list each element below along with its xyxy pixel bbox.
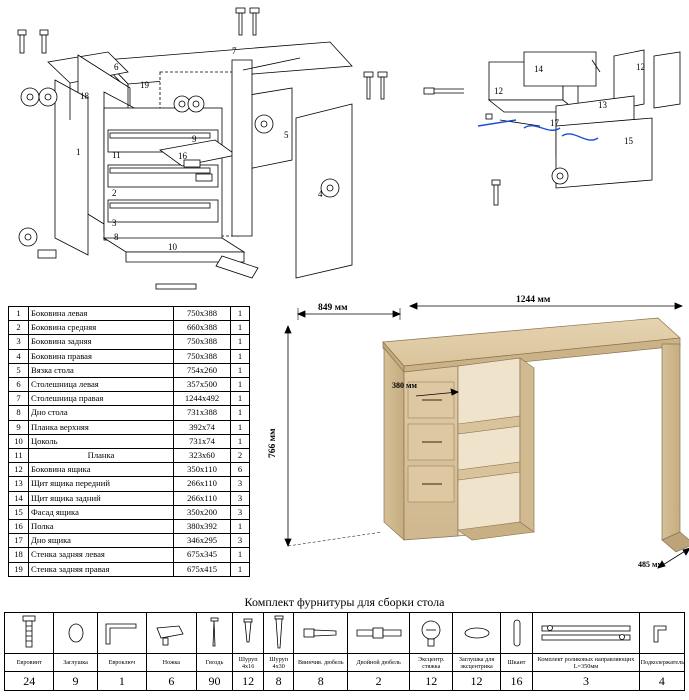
hardware-count: 3 [533,672,639,691]
hardware-name: Ножка [147,654,196,672]
table-row [9,392,250,406]
part-qty: 2 [231,449,250,463]
cap-icon [54,613,97,654]
part-name: Планка верхняя [29,420,174,434]
part-no: 18 [9,548,29,562]
svg-text:6: 6 [114,62,119,72]
part-name: Вязка стола [29,363,174,377]
svg-text:14: 14 [534,64,543,74]
part-no: 8 [9,406,29,420]
part-name: Щит ящика задний [29,491,174,505]
hardware-count: 8 [294,672,348,691]
cam-lock-icon [410,613,453,654]
svg-text:12: 12 [636,62,645,72]
part-no: 7 [9,392,29,406]
dowel-icon [500,613,533,654]
part-no: 1 [9,307,29,321]
part-qty: 1 [231,335,250,349]
hardware-count: 12 [233,672,264,691]
svg-text:13: 13 [598,100,607,110]
hardware-name: Шуруп 4х30 [263,654,294,672]
dim-485: 485 мм [638,560,663,569]
screw-4x30-icon [263,613,294,654]
part-no: 11 [9,449,29,463]
hardware-count: 4 [639,672,684,691]
hardware-name: Заглушка для эксцентрика [453,654,500,672]
svg-text:12: 12 [494,86,503,96]
svg-text:2: 2 [112,188,117,198]
rail-set-icon [533,613,639,654]
leg-icon [147,613,196,654]
dim-849: 849 мм [318,303,348,313]
exploded-assembly-diagram [0,0,689,300]
svg-text:11: 11 [112,150,121,160]
part-size: 731х74 [174,434,231,448]
euro-key-icon [97,613,146,654]
part-name: Дно ящика [29,534,174,548]
table-row [9,449,250,463]
hardware-table [4,612,685,691]
part-no: 4 [9,349,29,363]
table-row [9,534,250,548]
part-size: 350х110 [174,463,231,477]
part-qty: 1 [231,548,250,562]
table-row [9,335,250,349]
part-size: 660х388 [174,321,231,335]
svg-text:19: 19 [140,80,149,90]
svg-text:3: 3 [112,218,117,228]
svg-text:1: 1 [76,147,81,157]
euro-screw-icon [5,613,54,654]
part-qty: 6 [231,463,250,477]
part-qty: 1 [231,520,250,534]
part-name: Боковина средняя [29,321,174,335]
part-qty: 1 [231,562,250,576]
part-qty: 3 [231,534,250,548]
part-size: 754х260 [174,363,231,377]
shelf-holder-icon [639,613,684,654]
dim-380: 380 мм [392,381,417,390]
part-size: 266х110 [174,477,231,491]
part-qty: 1 [231,434,250,448]
part-size: 350х200 [174,505,231,519]
part-name: Боковина задняя [29,335,174,349]
table-row [9,520,250,534]
table-row [9,477,250,491]
part-qty: 1 [231,406,250,420]
part-size: 346х295 [174,534,231,548]
part-name: Столешница левая [29,378,174,392]
svg-text:10: 10 [168,242,177,252]
table-row [9,321,250,335]
part-size: 675х345 [174,548,231,562]
part-name: Боковина правая [29,349,174,363]
part-size: 750х388 [174,335,231,349]
hardware-name: Шкант [500,654,533,672]
part-size: 1244х492 [174,392,231,406]
table-row [9,463,250,477]
part-name: Столешница правая [29,392,174,406]
hardware-count: 2 [348,672,410,691]
part-name: Стенка задняя левая [29,548,174,562]
hardware-count: 6 [147,672,196,691]
hardware-name: Евроключ [97,654,146,672]
double-dowel-icon [348,613,410,654]
table-row [9,505,250,519]
hardware-count: 1 [97,672,146,691]
svg-text:15: 15 [624,136,633,146]
part-no: 15 [9,505,29,519]
part-no: 2 [9,321,29,335]
part-name: Щит ящика передний [29,477,174,491]
table-row [9,548,250,562]
part-no: 14 [9,491,29,505]
table-row [9,349,250,363]
part-qty: 3 [231,491,250,505]
table-row [9,363,250,377]
part-no: 19 [9,562,29,576]
hardware-name: Евровинт [5,654,54,672]
table-row [9,420,250,434]
hardware-count: 9 [54,672,97,691]
screw-4x16-icon [233,613,264,654]
part-size: 731х388 [174,406,231,420]
svg-text:9: 9 [192,134,197,144]
hardware-name: Эксцентр. стяжка [410,654,453,672]
part-no: 16 [9,520,29,534]
hardware-name: Заглушка [54,654,97,672]
assembled-desk-drawing [258,300,689,590]
hardware-count: 12 [453,672,500,691]
part-name: Стенка задняя правая [29,562,174,576]
parts-table [8,306,250,577]
table-row [9,491,250,505]
part-qty: 1 [231,378,250,392]
part-size: 323х60 [174,449,231,463]
hardware-name: Двойной дюбель [348,654,410,672]
svg-text:17: 17 [550,118,559,128]
part-size: 392х74 [174,420,231,434]
part-qty: 1 [231,307,250,321]
part-size: 380х392 [174,520,231,534]
svg-text:5: 5 [284,130,289,140]
part-size: 675х415 [174,562,231,576]
part-size: 750х388 [174,349,231,363]
table-row [9,406,250,420]
part-qty: 1 [231,363,250,377]
screw-in-dowel-icon [294,613,348,654]
svg-text:18: 18 [80,91,89,101]
part-name: Дно стола [29,406,174,420]
dim-766: 766 мм [268,428,278,458]
part-qty: 1 [231,349,250,363]
part-no: 6 [9,378,29,392]
part-name: Полка [29,520,174,534]
dim-1244: 1244 мм [516,295,551,305]
hardware-name: Ввинчив. дюбель [294,654,348,672]
part-qty: 3 [231,477,250,491]
part-qty: 3 [231,505,250,519]
hardware-count: 24 [5,672,54,691]
table-row [9,378,250,392]
hardware-count: 16 [500,672,533,691]
part-no: 12 [9,463,29,477]
hardware-count: 90 [196,672,233,691]
part-name: Фасад ящика [29,505,174,519]
svg-text:8: 8 [114,232,119,242]
hardware-name: Подколержатель [639,654,684,672]
svg-text:4: 4 [318,189,323,199]
hardware-title: Комплект фурнитуры для сборки стола [244,595,445,609]
part-no: 10 [9,434,29,448]
part-size: 357х500 [174,378,231,392]
part-size: 750х388 [174,307,231,321]
table-row [9,307,250,321]
part-size: 266х110 [174,491,231,505]
hardware-count: 12 [410,672,453,691]
part-name: Боковина левая [29,307,174,321]
part-qty: 1 [231,392,250,406]
table-row [9,434,250,448]
part-name: Планка [29,449,174,463]
svg-text:16: 16 [178,151,187,161]
hardware-name: Шуруп 4х16 [233,654,264,672]
part-name: Цоколь [29,434,174,448]
part-no: 9 [9,420,29,434]
part-qty: 1 [231,420,250,434]
part-no: 5 [9,363,29,377]
part-no: 17 [9,534,29,548]
part-no: 3 [9,335,29,349]
nail-icon [196,613,233,654]
hardware-count: 8 [263,672,294,691]
part-no: 13 [9,477,29,491]
part-name: Боковина ящика [29,463,174,477]
svg-text:7: 7 [232,46,237,56]
hardware-name: Комплект роликовых направляющих L=350мм [533,654,639,672]
hardware-name: Гвоздь [196,654,233,672]
table-row [9,562,250,576]
part-qty: 1 [231,321,250,335]
cam-cap-icon [453,613,500,654]
